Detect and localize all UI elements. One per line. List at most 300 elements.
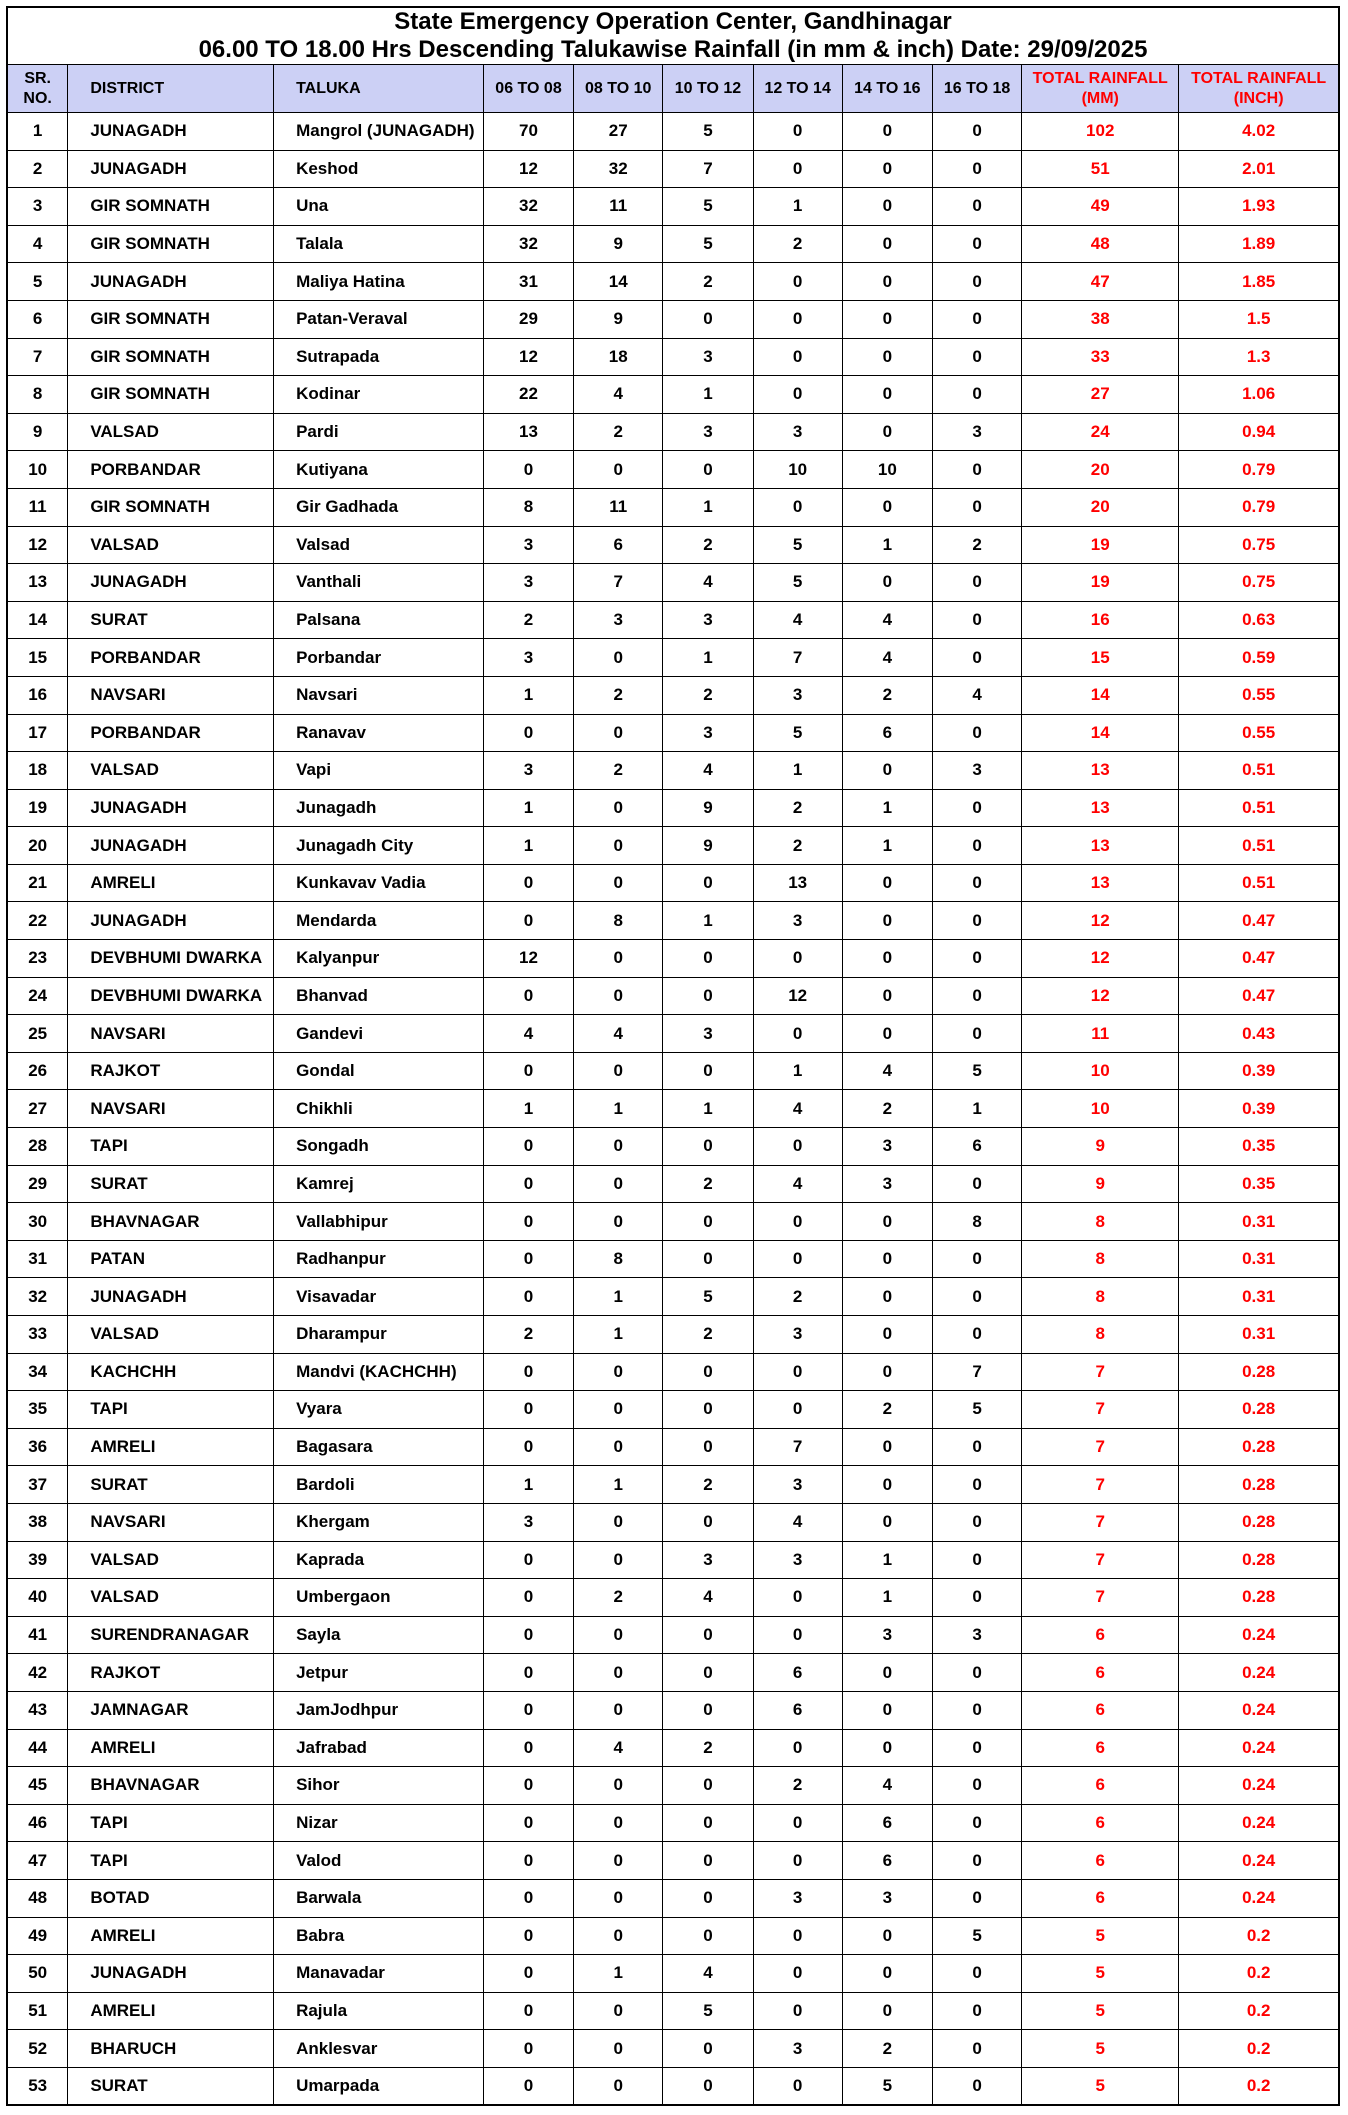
taluka-cell: Dharampur	[274, 1316, 484, 1354]
slot-14-16-cell: 0	[842, 1955, 932, 1993]
taluka-cell: Mandvi (KACHCHH)	[274, 1353, 484, 1391]
slot-12-14-cell: 0	[753, 488, 842, 526]
slot-14-16-cell: 4	[842, 601, 932, 639]
total-mm-cell: 12	[1022, 902, 1179, 940]
district-cell: SURAT	[68, 601, 274, 639]
total-inch-cell: 0.47	[1179, 902, 1339, 940]
slot-16-18-cell: 7	[932, 1353, 1021, 1391]
taluka-cell: Vyara	[274, 1391, 484, 1429]
total-mm-cell: 102	[1022, 113, 1179, 151]
slot-06-08-cell: 12	[483, 150, 573, 188]
slot-14-16-cell: 0	[842, 1917, 932, 1955]
total-mm-cell: 6	[1022, 1616, 1179, 1654]
total-mm-cell: 7	[1022, 1391, 1179, 1429]
sr-no-cell: 10	[7, 451, 68, 489]
slot-08-10-cell: 0	[574, 2067, 663, 2105]
table-row	[7, 526, 1339, 564]
district-cell: GIR SOMNATH	[68, 188, 274, 226]
total-inch-cell: 0.28	[1179, 1503, 1339, 1541]
sr-no-cell: 20	[7, 827, 68, 865]
district-cell: JUNAGADH	[68, 902, 274, 940]
slot-14-16-cell: 0	[842, 338, 932, 376]
col-taluka: TALUKA	[274, 65, 484, 113]
slot-10-12-cell: 3	[663, 413, 753, 451]
taluka-cell: Bardoli	[274, 1466, 484, 1504]
slot-10-12-cell: 0	[663, 1428, 753, 1466]
slot-12-14-cell: 0	[753, 1992, 842, 2030]
slot-16-18-cell: 0	[932, 338, 1021, 376]
table-body	[7, 113, 1339, 2105]
total-inch-cell: 2.01	[1179, 150, 1339, 188]
taluka-cell: Barwala	[274, 1879, 484, 1917]
district-cell: JUNAGADH	[68, 113, 274, 151]
table-row	[7, 2067, 1339, 2105]
slot-12-14-cell: 12	[753, 977, 842, 1015]
taluka-cell: Palsana	[274, 601, 484, 639]
slot-14-16-cell: 0	[842, 263, 932, 301]
total-mm-cell: 6	[1022, 1767, 1179, 1805]
slot-10-12-cell: 4	[663, 752, 753, 790]
total-mm-cell: 13	[1022, 752, 1179, 790]
slot-08-10-cell: 32	[574, 150, 663, 188]
district-cell: BHAVNAGAR	[68, 1203, 274, 1241]
slot-14-16-cell: 0	[842, 864, 932, 902]
slot-06-08-cell: 2	[483, 1316, 573, 1354]
slot-12-14-cell: 4	[753, 1165, 842, 1203]
table-row	[7, 1128, 1339, 1166]
slot-14-16-cell: 0	[842, 413, 932, 451]
slot-16-18-cell: 0	[932, 1992, 1021, 2030]
rainfall-table	[6, 64, 1340, 2106]
slot-06-08-cell: 0	[483, 1767, 573, 1805]
sr-no-cell: 39	[7, 1541, 68, 1579]
slot-08-10-cell: 0	[574, 827, 663, 865]
slot-16-18-cell: 0	[932, 263, 1021, 301]
slot-08-10-cell: 0	[574, 2030, 663, 2068]
slot-06-08-cell: 0	[483, 1879, 573, 1917]
slot-16-18-cell: 0	[932, 488, 1021, 526]
taluka-cell: Rajula	[274, 1992, 484, 2030]
slot-14-16-cell: 6	[842, 1804, 932, 1842]
taluka-cell: Junagadh City	[274, 827, 484, 865]
taluka-cell: Kodinar	[274, 376, 484, 414]
table-row	[7, 225, 1339, 263]
taluka-cell: Gondal	[274, 1052, 484, 1090]
slot-06-08-cell: 0	[483, 1428, 573, 1466]
sr-no-cell: 33	[7, 1316, 68, 1354]
rainfall-report	[6, 6, 1340, 2106]
slot-08-10-cell: 11	[574, 188, 663, 226]
slot-08-10-cell: 0	[574, 977, 663, 1015]
slot-14-16-cell: 0	[842, 1654, 932, 1692]
slot-16-18-cell: 0	[932, 977, 1021, 1015]
slot-08-10-cell: 0	[574, 1503, 663, 1541]
district-cell: VALSAD	[68, 752, 274, 790]
header-row	[7, 65, 1339, 113]
slot-16-18-cell: 0	[932, 714, 1021, 752]
sr-no-cell: 47	[7, 1842, 68, 1880]
slot-14-16-cell: 0	[842, 1691, 932, 1729]
district-cell: JUNAGADH	[68, 263, 274, 301]
slot-08-10-cell: 1	[574, 1316, 663, 1354]
slot-08-10-cell: 2	[574, 413, 663, 451]
slot-10-12-cell: 2	[663, 263, 753, 301]
district-cell: PATAN	[68, 1240, 274, 1278]
slot-14-16-cell: 0	[842, 1428, 932, 1466]
slot-16-18-cell: 0	[932, 1767, 1021, 1805]
district-cell: BHARUCH	[68, 2030, 274, 2068]
slot-12-14-cell: 3	[753, 1466, 842, 1504]
slot-10-12-cell: 5	[663, 225, 753, 263]
slot-14-16-cell: 1	[842, 827, 932, 865]
total-mm-cell: 6	[1022, 1879, 1179, 1917]
district-cell: PORBANDAR	[68, 451, 274, 489]
col-total-inch: TOTAL RAINFALL (INCH)	[1179, 65, 1339, 113]
slot-08-10-cell: 6	[574, 526, 663, 564]
taluka-cell: JamJodhpur	[274, 1691, 484, 1729]
sr-no-cell: 43	[7, 1691, 68, 1729]
slot-06-08-cell: 0	[483, 1579, 573, 1617]
slot-08-10-cell: 4	[574, 1729, 663, 1767]
slot-16-18-cell: 0	[932, 1428, 1021, 1466]
slot-06-08-cell: 3	[483, 1503, 573, 1541]
taluka-cell: Chikhli	[274, 1090, 484, 1128]
slot-12-14-cell: 3	[753, 2030, 842, 2068]
table-row	[7, 1203, 1339, 1241]
slot-12-14-cell: 4	[753, 601, 842, 639]
total-inch-cell: 0.2	[1179, 2067, 1339, 2105]
sr-no-cell: 46	[7, 1804, 68, 1842]
slot-12-14-cell: 0	[753, 1955, 842, 1993]
slot-12-14-cell: 0	[753, 1353, 842, 1391]
slot-10-12-cell: 0	[663, 1391, 753, 1429]
slot-08-10-cell: 0	[574, 1842, 663, 1880]
slot-10-12-cell: 5	[663, 1278, 753, 1316]
total-mm-cell: 15	[1022, 639, 1179, 677]
slot-10-12-cell: 5	[663, 188, 753, 226]
slot-12-14-cell: 0	[753, 2067, 842, 2105]
slot-08-10-cell: 0	[574, 1767, 663, 1805]
district-cell: PORBANDAR	[68, 714, 274, 752]
taluka-cell: Navsari	[274, 676, 484, 714]
slot-12-14-cell: 0	[753, 113, 842, 151]
slot-14-16-cell: 4	[842, 639, 932, 677]
taluka-cell: Una	[274, 188, 484, 226]
sr-no-cell: 24	[7, 977, 68, 1015]
slot-12-14-cell: 2	[753, 827, 842, 865]
total-mm-cell: 19	[1022, 564, 1179, 602]
taluka-cell: Sutrapada	[274, 338, 484, 376]
sr-no-cell: 52	[7, 2030, 68, 2068]
slot-06-08-cell: 0	[483, 1992, 573, 2030]
slot-08-10-cell: 7	[574, 564, 663, 602]
taluka-cell: Pardi	[274, 413, 484, 451]
table-row	[7, 488, 1339, 526]
slot-06-08-cell: 0	[483, 1917, 573, 1955]
total-mm-cell: 19	[1022, 526, 1179, 564]
slot-10-12-cell: 0	[663, 940, 753, 978]
sr-no-cell: 15	[7, 639, 68, 677]
slot-06-08-cell: 0	[483, 1052, 573, 1090]
slot-08-10-cell: 8	[574, 1240, 663, 1278]
slot-16-18-cell: 3	[932, 752, 1021, 790]
slot-16-18-cell: 8	[932, 1203, 1021, 1241]
total-mm-cell: 24	[1022, 413, 1179, 451]
total-mm-cell: 48	[1022, 225, 1179, 263]
slot-12-14-cell: 0	[753, 1128, 842, 1166]
sr-no-cell: 11	[7, 488, 68, 526]
district-cell: JUNAGADH	[68, 1278, 274, 1316]
col-sr-no: SR. NO.	[7, 65, 68, 113]
total-mm-cell: 16	[1022, 601, 1179, 639]
total-mm-cell: 51	[1022, 150, 1179, 188]
total-mm-cell: 8	[1022, 1240, 1179, 1278]
slot-06-08-cell: 0	[483, 1391, 573, 1429]
table-row	[7, 113, 1339, 151]
slot-14-16-cell: 2	[842, 1090, 932, 1128]
table-row	[7, 300, 1339, 338]
total-mm-cell: 5	[1022, 1992, 1179, 2030]
sr-no-cell: 4	[7, 225, 68, 263]
slot-12-14-cell: 0	[753, 1842, 842, 1880]
col-district: DISTRICT	[68, 65, 274, 113]
slot-14-16-cell: 6	[842, 1842, 932, 1880]
slot-12-14-cell: 5	[753, 564, 842, 602]
slot-14-16-cell: 3	[842, 1879, 932, 1917]
slot-06-08-cell: 0	[483, 2030, 573, 2068]
slot-14-16-cell: 0	[842, 150, 932, 188]
table-row	[7, 1428, 1339, 1466]
slot-14-16-cell: 1	[842, 1579, 932, 1617]
slot-06-08-cell: 3	[483, 752, 573, 790]
sr-no-cell: 37	[7, 1466, 68, 1504]
table-row	[7, 263, 1339, 301]
table-row	[7, 639, 1339, 677]
sr-no-cell: 40	[7, 1579, 68, 1617]
taluka-cell: Bhanvad	[274, 977, 484, 1015]
slot-12-14-cell: 1	[753, 1052, 842, 1090]
total-mm-cell: 12	[1022, 977, 1179, 1015]
slot-14-16-cell: 2	[842, 676, 932, 714]
slot-16-18-cell: 0	[932, 150, 1021, 188]
taluka-cell: Nizar	[274, 1804, 484, 1842]
taluka-cell: Kunkavav Vadia	[274, 864, 484, 902]
taluka-cell: Maliya Hatina	[274, 263, 484, 301]
slot-16-18-cell: 0	[932, 1278, 1021, 1316]
slot-08-10-cell: 18	[574, 338, 663, 376]
slot-10-12-cell: 3	[663, 1541, 753, 1579]
slot-10-12-cell: 0	[663, 864, 753, 902]
total-mm-cell: 47	[1022, 263, 1179, 301]
slot-10-12-cell: 4	[663, 564, 753, 602]
slot-14-16-cell: 2	[842, 2030, 932, 2068]
taluka-cell: Jafrabad	[274, 1729, 484, 1767]
taluka-cell: Mendarda	[274, 902, 484, 940]
slot-16-18-cell: 2	[932, 526, 1021, 564]
table-row	[7, 1052, 1339, 1090]
slot-16-18-cell: 0	[932, 300, 1021, 338]
taluka-cell: Junagadh	[274, 789, 484, 827]
slot-12-14-cell: 1	[753, 752, 842, 790]
taluka-cell: Songadh	[274, 1128, 484, 1166]
district-cell: PORBANDAR	[68, 639, 274, 677]
slot-14-16-cell: 2	[842, 1391, 932, 1429]
slot-10-12-cell: 0	[663, 1654, 753, 1692]
table-row	[7, 150, 1339, 188]
table-row	[7, 1691, 1339, 1729]
slot-12-14-cell: 2	[753, 225, 842, 263]
slot-08-10-cell: 4	[574, 376, 663, 414]
total-inch-cell: 1.3	[1179, 338, 1339, 376]
table-row	[7, 1804, 1339, 1842]
slot-06-08-cell: 22	[483, 376, 573, 414]
table-row	[7, 1503, 1339, 1541]
slot-08-10-cell: 0	[574, 1879, 663, 1917]
slot-06-08-cell: 0	[483, 1729, 573, 1767]
district-cell: TAPI	[68, 1128, 274, 1166]
slot-16-18-cell: 0	[932, 376, 1021, 414]
slot-10-12-cell: 0	[663, 451, 753, 489]
total-inch-cell: 0.79	[1179, 451, 1339, 489]
slot-16-18-cell: 0	[932, 1842, 1021, 1880]
district-cell: SURAT	[68, 1466, 274, 1504]
slot-10-12-cell: 2	[663, 676, 753, 714]
total-inch-cell: 0.51	[1179, 789, 1339, 827]
slot-16-18-cell: 0	[932, 564, 1021, 602]
slot-14-16-cell: 4	[842, 1767, 932, 1805]
total-mm-cell: 38	[1022, 300, 1179, 338]
slot-12-14-cell: 2	[753, 1767, 842, 1805]
total-mm-cell: 5	[1022, 1917, 1179, 1955]
slot-16-18-cell: 0	[932, 789, 1021, 827]
district-cell: NAVSARI	[68, 1503, 274, 1541]
total-inch-cell: 1.93	[1179, 188, 1339, 226]
slot-16-18-cell: 0	[932, 1316, 1021, 1354]
slot-12-14-cell: 5	[753, 526, 842, 564]
slot-08-10-cell: 0	[574, 864, 663, 902]
total-mm-cell: 6	[1022, 1804, 1179, 1842]
district-cell: GIR SOMNATH	[68, 300, 274, 338]
sr-no-cell: 51	[7, 1992, 68, 2030]
total-inch-cell: 0.35	[1179, 1165, 1339, 1203]
slot-16-18-cell: 0	[932, 1541, 1021, 1579]
total-inch-cell: 0.24	[1179, 1729, 1339, 1767]
sr-no-cell: 44	[7, 1729, 68, 1767]
slot-06-08-cell: 0	[483, 1541, 573, 1579]
taluka-cell: Vapi	[274, 752, 484, 790]
district-cell: GIR SOMNATH	[68, 225, 274, 263]
table-row	[7, 1955, 1339, 1993]
slot-08-10-cell: 8	[574, 902, 663, 940]
slot-08-10-cell: 11	[574, 488, 663, 526]
total-inch-cell: 0.47	[1179, 977, 1339, 1015]
table-row	[7, 1917, 1339, 1955]
slot-08-10-cell: 9	[574, 300, 663, 338]
district-cell: AMRELI	[68, 1917, 274, 1955]
slot-16-18-cell: 0	[932, 451, 1021, 489]
slot-16-18-cell: 0	[932, 940, 1021, 978]
district-cell: RAJKOT	[68, 1052, 274, 1090]
slot-08-10-cell: 0	[574, 1128, 663, 1166]
slot-06-08-cell: 0	[483, 1128, 573, 1166]
slot-14-16-cell: 1	[842, 789, 932, 827]
slot-14-16-cell: 0	[842, 1203, 932, 1241]
slot-14-16-cell: 0	[842, 1316, 932, 1354]
slot-12-14-cell: 0	[753, 376, 842, 414]
slot-06-08-cell: 2	[483, 601, 573, 639]
slot-12-14-cell: 3	[753, 1879, 842, 1917]
slot-06-08-cell: 0	[483, 714, 573, 752]
slot-06-08-cell: 32	[483, 225, 573, 263]
col-total-mm: TOTAL RAINFALL (MM)	[1022, 65, 1179, 113]
total-inch-cell: 1.06	[1179, 376, 1339, 414]
taluka-cell: Vallabhipur	[274, 1203, 484, 1241]
sr-no-cell: 30	[7, 1203, 68, 1241]
total-inch-cell: 0.75	[1179, 564, 1339, 602]
slot-12-14-cell: 5	[753, 714, 842, 752]
taluka-cell: Gandevi	[274, 1015, 484, 1053]
slot-14-16-cell: 0	[842, 940, 932, 978]
slot-08-10-cell: 3	[574, 601, 663, 639]
slot-14-16-cell: 6	[842, 714, 932, 752]
slot-16-18-cell: 3	[932, 413, 1021, 451]
table-row	[7, 1842, 1339, 1880]
sr-no-cell: 8	[7, 376, 68, 414]
taluka-cell: Manavadar	[274, 1955, 484, 1993]
slot-16-18-cell: 0	[932, 113, 1021, 151]
col-12-to-14: 12 TO 14	[753, 65, 842, 113]
sr-no-cell: 27	[7, 1090, 68, 1128]
slot-12-14-cell: 0	[753, 1729, 842, 1767]
sr-no-cell: 14	[7, 601, 68, 639]
taluka-cell: Bagasara	[274, 1428, 484, 1466]
sr-no-cell: 50	[7, 1955, 68, 1993]
total-mm-cell: 5	[1022, 2030, 1179, 2068]
table-row	[7, 564, 1339, 602]
slot-10-12-cell: 0	[663, 1917, 753, 1955]
slot-14-16-cell: 0	[842, 376, 932, 414]
total-inch-cell: 0.55	[1179, 714, 1339, 752]
slot-12-14-cell: 3	[753, 676, 842, 714]
slot-10-12-cell: 9	[663, 827, 753, 865]
table-row	[7, 1541, 1339, 1579]
total-inch-cell: 0.55	[1179, 676, 1339, 714]
slot-12-14-cell: 0	[753, 150, 842, 188]
slot-16-18-cell: 0	[932, 1879, 1021, 1917]
slot-14-16-cell: 0	[842, 113, 932, 151]
slot-06-08-cell: 0	[483, 1691, 573, 1729]
total-mm-cell: 13	[1022, 864, 1179, 902]
total-inch-cell: 0.24	[1179, 1879, 1339, 1917]
total-mm-cell: 27	[1022, 376, 1179, 414]
taluka-cell: Radhanpur	[274, 1240, 484, 1278]
slot-06-08-cell: 29	[483, 300, 573, 338]
slot-06-08-cell: 12	[483, 338, 573, 376]
district-cell: VALSAD	[68, 526, 274, 564]
col-10-to-12: 10 TO 12	[663, 65, 753, 113]
slot-14-16-cell: 5	[842, 2067, 932, 2105]
table-row	[7, 1316, 1339, 1354]
total-inch-cell: 0.2	[1179, 1955, 1339, 1993]
slot-06-08-cell: 1	[483, 676, 573, 714]
slot-06-08-cell: 1	[483, 827, 573, 865]
sr-no-cell: 53	[7, 2067, 68, 2105]
slot-06-08-cell: 4	[483, 1015, 573, 1053]
total-inch-cell: 0.28	[1179, 1541, 1339, 1579]
district-cell: VALSAD	[68, 413, 274, 451]
taluka-cell: Mangrol (JUNAGADH)	[274, 113, 484, 151]
total-mm-cell: 13	[1022, 789, 1179, 827]
